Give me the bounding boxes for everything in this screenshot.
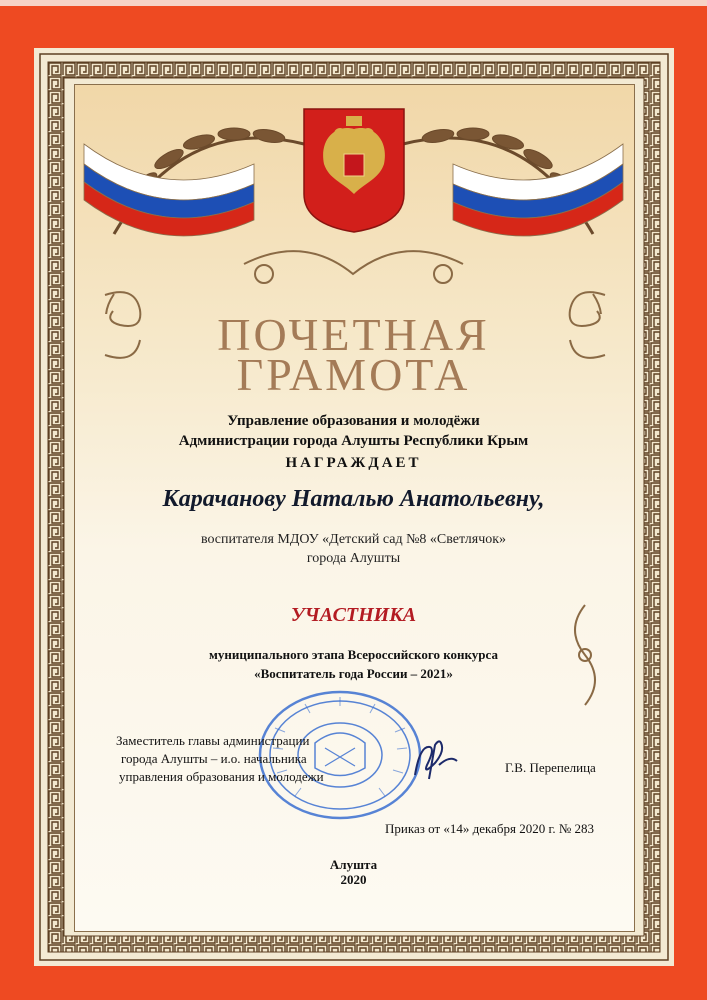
handwritten-signature	[405, 735, 465, 785]
signatory-line3: управления образования и молодежи	[119, 769, 324, 784]
header-decoration	[74, 84, 633, 314]
recipient-name: Карачанову Наталью Анатольевну,	[162, 486, 545, 512]
year: 2020	[340, 872, 367, 887]
signatory-name: Г.В. Перепелица	[505, 760, 596, 775]
contest-line1: муниципального этапа Всероссийского конкурса	[209, 647, 498, 662]
scan-edge	[0, 0, 707, 6]
award-status: УЧАСТНИКА	[290, 604, 417, 626]
flourish	[106, 251, 601, 314]
org-line2: Администрации города Алушты Республики Крым	[178, 433, 529, 449]
certificate-title-line2: ГРАМОТА	[236, 349, 471, 400]
signatory-line2: города Алушты – и.о. начальника	[121, 751, 307, 766]
certificate-title-line1: ПОЧЕТНАЯ	[217, 309, 490, 360]
position-line1: воспитателя МДОУ «Детский сад №8 «Светлячок»	[200, 532, 507, 547]
awards-label: НАГРАЖДАЕТ	[285, 455, 422, 471]
city: Алушта	[329, 857, 378, 872]
org-line1: Управление образования и молодёжи	[227, 413, 480, 429]
coat-of-arms-icon	[304, 109, 404, 232]
order-reference: Приказ от «14» декабря 2020 г. № 283	[385, 821, 595, 836]
contest-line2: «Воспитатель года России – 2021»	[254, 666, 453, 681]
position-line2: города Алушты	[306, 551, 401, 566]
signatory-line1: Заместитель главы администрации	[116, 733, 310, 748]
